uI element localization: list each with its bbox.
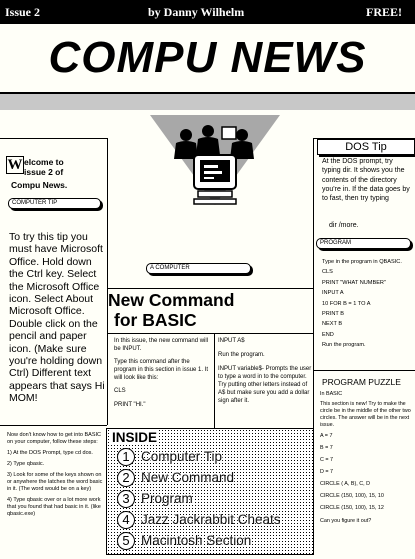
item-number-badge: 4 xyxy=(117,511,135,529)
run-program-text: Run the program. xyxy=(218,352,265,358)
program-line-6: NEXT B xyxy=(322,321,343,328)
puzzle-title: PROGRAM PUZZLE xyxy=(322,377,401,387)
inside-item[interactable] xyxy=(117,469,307,487)
basic-step-2: 2) Type qbasic. xyxy=(7,461,45,467)
input-explanation: INPUT variable$- Prompts the user to type a word in to the computer. Try putting other letters instead of A$ but make sure you add a dollar sign after it. xyxy=(218,366,312,404)
puzzle-line-6: CIRCLE (150, 100), 15, 10 xyxy=(320,493,384,499)
row-rule-left-bottom xyxy=(0,425,107,426)
puzzle-line-1: A = 7 xyxy=(320,433,333,439)
new-command-code-2: PRINT "HI." xyxy=(114,402,146,408)
computer-users-illustration xyxy=(150,113,280,253)
dos-tip-command: dir /more. xyxy=(329,222,359,229)
program-line-2: PRINT "WHAT NUMBER" xyxy=(322,279,386,286)
column-rule-center xyxy=(214,333,215,428)
computer-monitor-icon xyxy=(194,155,236,204)
row-rule-headline-bottom xyxy=(107,333,313,334)
row-rule-headline-top xyxy=(107,288,313,289)
headline-line-1: New Command xyxy=(108,290,235,310)
basic-steps-intro: Now don't know how to get into BASIC on your computer, follow these steps: xyxy=(7,432,101,445)
item-number-badge: 5 xyxy=(117,532,135,550)
puzzle-line-3: C = 7 xyxy=(320,457,334,463)
puzzle-body xyxy=(320,391,412,525)
inside-item-label: Computer Tip xyxy=(141,449,223,464)
new-command-column-2 xyxy=(218,337,312,405)
puzzle-outro: Can you figure it out? xyxy=(320,518,372,524)
basic-step-1: 1) At the DOS Prompt, type cd dos. xyxy=(7,450,93,456)
column-rule-left xyxy=(107,138,108,425)
program-listing xyxy=(322,257,412,351)
top-banner xyxy=(0,0,415,24)
inside-item[interactable] xyxy=(117,511,307,529)
puzzle-language: In BASIC xyxy=(320,391,343,397)
item-number-badge: 2 xyxy=(117,469,135,487)
program-line-3: INPUT A xyxy=(322,290,344,297)
welcome-line-2: issue 2 of xyxy=(24,167,64,177)
welcome-line-3: Compu News. xyxy=(11,180,68,190)
dos-tip-title: DOS Tip xyxy=(317,139,415,155)
inside-item[interactable] xyxy=(117,490,307,508)
program-line-1: CLS xyxy=(322,269,333,276)
row-rule-right-mid xyxy=(313,370,415,371)
inside-item-label: Program xyxy=(141,491,193,506)
welcome-line-1: elcome to xyxy=(24,157,64,167)
puzzle-line-2: B = 7 xyxy=(320,445,333,451)
inside-title: INSIDE xyxy=(112,430,158,445)
new-command-code-1: CLS xyxy=(114,388,126,394)
basic-step-3: 3) Look for some of the keys shown on or anywhere the latches the word basic in it. (The word would be on a key) xyxy=(7,472,103,492)
inside-item[interactable] xyxy=(117,448,307,466)
headline xyxy=(108,290,312,330)
computer-tip-text: To try this tip you must have Microsoft Office. Hold down the Ctrl key. Select the Microsoft Office icon. Select About Microsoft Office. Double click on the pencil and paper icon. (Make sure you're holding down Ctrl) Different text appears that says Hi MOM! xyxy=(9,231,105,405)
welcome-dropcap: W xyxy=(7,157,23,173)
inside-item-label: Jazz Jackrabbit Cheats xyxy=(141,512,281,527)
masthead-title: COMPU NEWS xyxy=(0,24,415,94)
program-outro: Run the program. xyxy=(322,342,366,349)
inside-item[interactable] xyxy=(117,532,307,550)
item-number-badge: 3 xyxy=(117,490,135,508)
new-command-code-3: INPUT A$ xyxy=(218,338,245,344)
headline-line-2: for BASIC xyxy=(114,310,197,330)
puzzle-line-7: CIRCLE (150, 100), 15, 12 xyxy=(320,505,384,511)
row-rule-left-top xyxy=(0,138,108,139)
program-tab: PROGRAM xyxy=(316,238,411,249)
new-command-column-1 xyxy=(114,337,210,409)
puzzle-intro: This section is new! Try to make the circle be in the middle of the other two circles. The answer will be in the next issue. xyxy=(320,401,411,428)
inside-item-label: Macintosh Section xyxy=(141,533,252,548)
item-number-badge: 1 xyxy=(117,448,135,466)
price-label: FREE! xyxy=(366,5,402,19)
basic-step-4: 4) Type qbasic over or a lot more work that you found that had basic in it. (like qbasic.exe) xyxy=(7,497,101,517)
puzzle-line-4: D = 7 xyxy=(320,469,334,475)
inside-item-label: New Command xyxy=(141,470,235,485)
byline: by Danny Wilhelm xyxy=(148,5,245,19)
inside-contents-box xyxy=(106,428,314,555)
computer-tip-tab: COMPUTER TIP xyxy=(8,198,101,209)
new-command-intro: In this issue, the new command will be INPUT. xyxy=(114,338,209,352)
welcome-text xyxy=(24,157,64,177)
dos-tip-body: At the DOS prompt, try typing dir. It shows you the contents of the directory you're in. If the data goes by to fast, then try typing xyxy=(322,158,410,203)
computer-caption-tab: A COMPUTER xyxy=(146,263,251,274)
puzzle-line-5: CIRCLE ( A, B), C, D xyxy=(320,481,371,487)
program-line-7: END xyxy=(322,331,334,338)
program-intro: Type in the program in QBASIC. xyxy=(322,259,402,265)
basic-steps xyxy=(7,432,103,518)
program-line-5: PRINT B xyxy=(322,311,344,318)
gray-divider-bar xyxy=(0,94,415,110)
program-line-4: 10 FOR B = 1 TO A xyxy=(322,300,371,307)
issue-label: Issue 2 xyxy=(5,5,41,19)
new-command-instructions: Type this command after the program in this section in issue 1. It will look like this: xyxy=(114,359,209,381)
